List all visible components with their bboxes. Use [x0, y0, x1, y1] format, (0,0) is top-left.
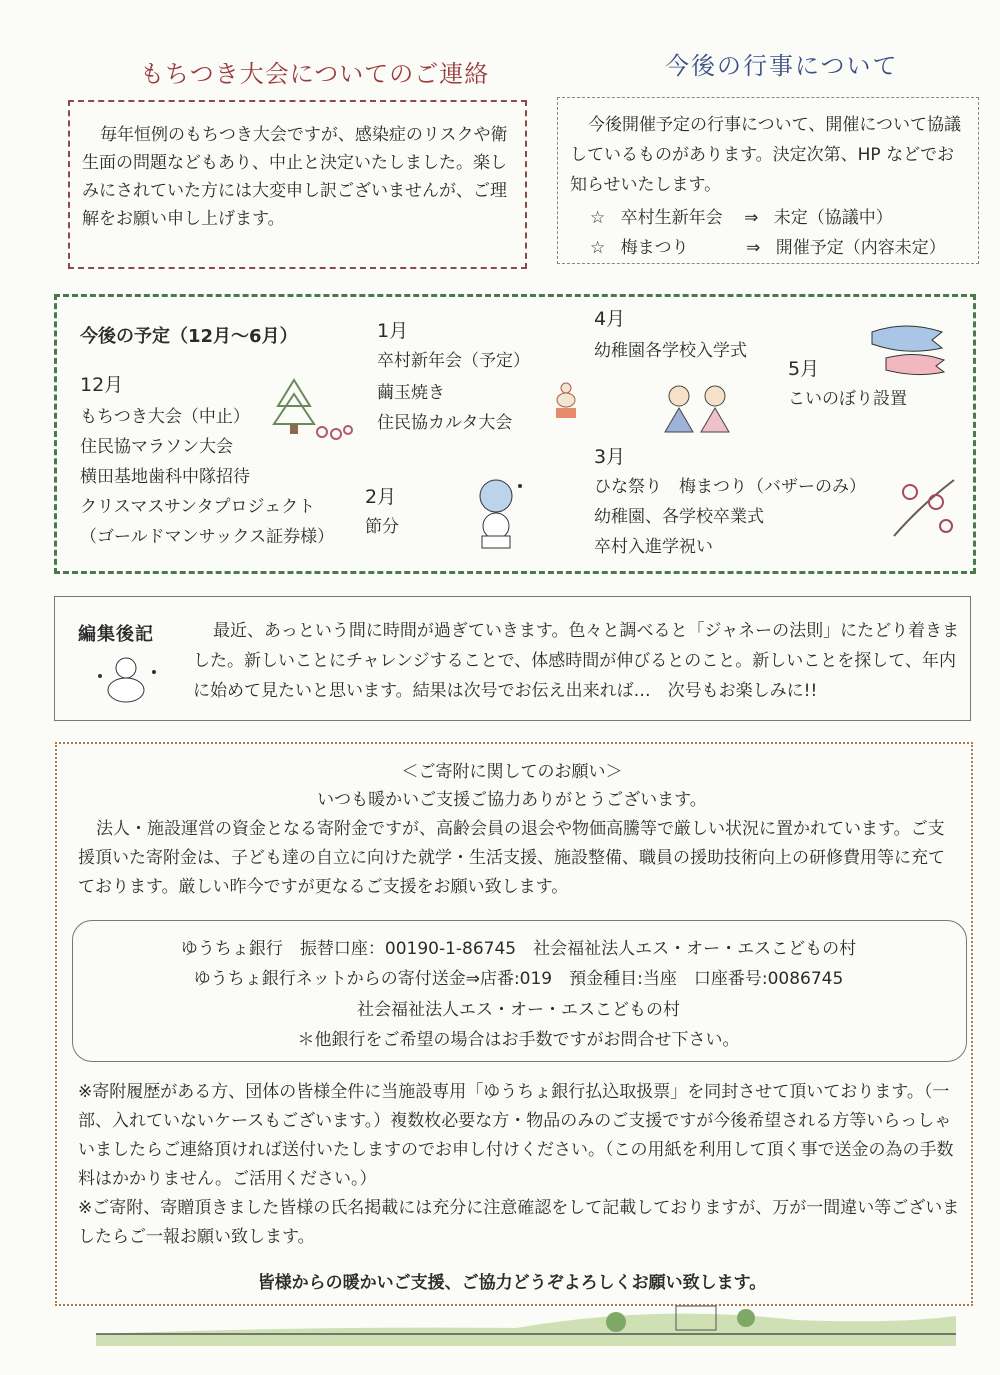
- events-title: 今後の行事について: [665, 52, 899, 80]
- month-jan: 1月: [377, 320, 409, 342]
- event-mar-3: 卒村入進学祝い: [594, 537, 713, 557]
- event-dec-3: 横田基地歯科中隊招待: [80, 467, 250, 487]
- event-item: ☆ 梅まつり ⇒ 開催予定（内容未定）: [590, 238, 946, 258]
- bank-line-3: 社会福祉法人エス・オー・エスこどもの村: [357, 1000, 680, 1020]
- event-dec-5: （ゴールドマンサックス証券様）: [80, 527, 335, 547]
- arrow-icon: ⇒: [744, 208, 759, 228]
- closing-message: 皆様からの暖かいご支援、ご協力どうぞよろしくお願い致します。: [257, 1273, 767, 1293]
- donation-notes: [78, 1078, 966, 1252]
- editor-body: 最近、あっという間に時間が過ぎていきます。色々と調べると「ジャネーの法則」にたどり着きました。新しいことにチャレンジすることで、体感時間が伸びるとのこと。新しいことを探して、年内に始めて見たいと思います。結果は次号でお伝え出来れば… 次号もお楽しみに!!: [193, 621, 960, 701]
- month-may: 5月: [788, 358, 820, 380]
- event-dec-4: クリスマスサンタプロジェクト: [80, 497, 316, 517]
- plum-blossom-icon: [890, 476, 958, 540]
- landscape-illustration: [96, 1298, 956, 1346]
- event-mar-1: ひな祭り 梅まつり（バザーのみ）: [594, 477, 866, 497]
- event-jan-1: 卒村新年会（予定）: [377, 351, 530, 371]
- donation-thanks: いつも暖かいご支援ご協力ありがとうございます。: [317, 790, 707, 810]
- oni-setsubun-icon: [468, 474, 528, 554]
- month-mar: 3月: [594, 446, 626, 468]
- donation-body: 法人・施設運営の資金となる寄附金ですが、高齢会員の退会や物価高騰等で厳しい状況に置かれています。ご支援頂いた寄附金は、子ども達の自立に向けた就学・生活支援、施設整備、職員の援助技術向上の研修費用等に充てております。厳しい昨今ですが更なるご支援をお願い致します。: [78, 819, 945, 897]
- christmas-tree-icon: [272, 376, 354, 446]
- star-icon: ☆: [590, 208, 606, 228]
- bank-line-2: ゆうちょ銀行ネットからの寄付送金⇒店番:019 預金種目:当座 口座番号:0086745: [193, 969, 844, 989]
- month-apr: 4月: [594, 308, 626, 330]
- note-1: ※寄附履歴がある方、団体の皆様全件に当施設専用「ゆうちょ銀行払込取扱票」を同封させて頂いております。（一部、入れていないケースもございます。）複数枚必要な方・物品のみのご支援ですが今後希望される方等いらっしゃいましたらご連絡頂ければ送付いたしますのでお申し付けください。（この用紙を利用して頂く事で送金の為の手数料はかかりません。ご活用ください。）: [78, 1082, 954, 1189]
- donation-heading: ＜ご寄附に関してのお願い＞: [401, 762, 623, 782]
- event-apr-1: 幼稚園各学校入学式: [594, 341, 747, 361]
- editor-title: 編集後記: [78, 624, 154, 645]
- event-may-1: こいのぼり設置: [788, 389, 907, 409]
- events-body: 今後開催予定の行事について、開催について協議しているものがあります。決定次第、HP などでお知らせいたします。: [570, 115, 961, 195]
- hina-dolls-icon: [655, 372, 741, 442]
- arrow-icon: ⇒: [746, 238, 761, 258]
- month-feb: 2月: [365, 486, 397, 508]
- kagami-mochi-icon: [552, 378, 580, 426]
- event-dec-2: 住民協マラソン大会: [80, 437, 233, 457]
- event-feb-1: 節分: [365, 517, 399, 537]
- apology-body: 毎年恒例のもちつき大会ですが、感染症のリスクや衛生面の問題などもあり、中止と決定いたしました。楽しみにされていた方には大変申し訳ございませんが、ご理解をお願い申し上げます。: [82, 125, 508, 229]
- event-jan-3: 住民協カルタ大会: [377, 413, 513, 433]
- event-mar-2: 幼稚園、各学校卒業式: [594, 507, 764, 527]
- apology-title: もちつき大会についてのご連絡: [140, 60, 490, 88]
- snowman-icon: [92, 654, 162, 704]
- note-2: ※ご寄附、寄贈頂きました皆様の氏名掲載には充分に注意確認をして記載しておりますが、万が一間違い等ございましたらご一報お願い致します。: [78, 1198, 960, 1247]
- month-dec: 12月: [80, 374, 124, 396]
- event-item: ☆ 卒村生新年会 ⇒ 未定（協議中）: [590, 208, 893, 228]
- event-dec-1: もちつき大会（中止）: [80, 407, 250, 427]
- bank-line-1: ゆうちょ銀行 振替口座：00190-1-86745 社会福祉法人エス・オー・エスこどもの村: [180, 939, 857, 959]
- schedule-title: 今後の予定（12月～6月）: [80, 326, 298, 347]
- star-icon: ☆: [590, 238, 606, 258]
- event-jan-2: 繭玉焼き: [377, 383, 445, 403]
- bank-line-4: ＊他銀行をご希望の場合はお手数ですがお問合せ下さい。: [297, 1030, 740, 1050]
- koinobori-icon: [866, 318, 950, 378]
